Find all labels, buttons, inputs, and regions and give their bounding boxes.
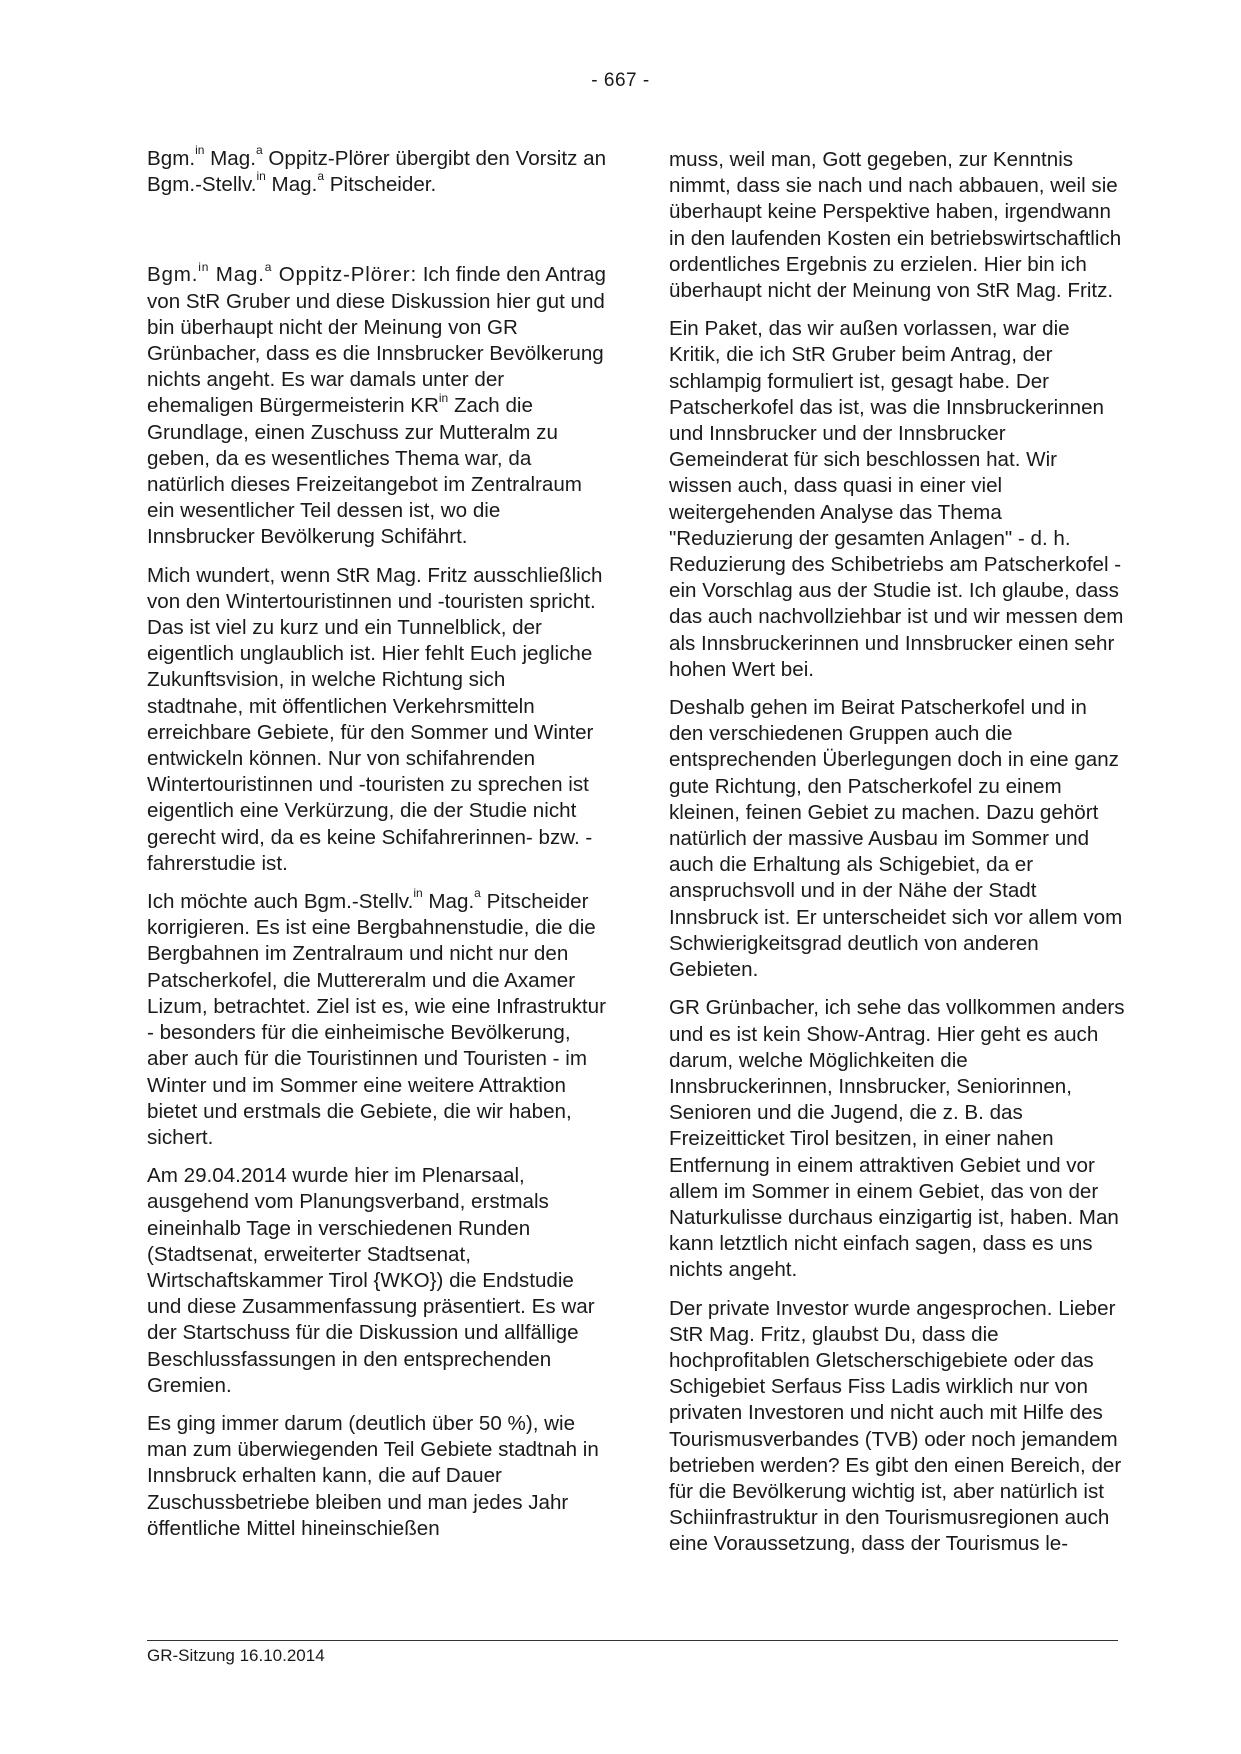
body-paragraph: Mich wundert, wenn StR Mag. Fritz ausschließlich von den Wintertouristinnen und -touristen spricht. Das ist viel zu kurz und ein Tunnelblick, der eigentlich unglaublich ist. Hier fehlt Euch jegliche Zukunftsvision, in welche Richtung sich stadtnahe, mit öffentlichen Verkehrsmitteln erreichbare Gebiete, für den Sommer und Winter entwickeln können. Nur von schifahrenden Wintertouristinnen und -touristen zu sprechen ist eigentlich eine Verkürzung, die der Studie nicht gerecht wird, da es keine Schifahrerinnen- bzw. -fahrerstudie ist. — [147, 563, 603, 875]
text-run: Mag. — [209, 263, 265, 287]
text-run: Pitscheider korrigieren. Es ist eine Bergbahnenstudie, die die Bergbahnen im Zentralraum und nicht nur den Patscherkofel, die Muttereralm und die Axamer Lizum, betrachtet. Ziel ist es, wie eine Infrastruktur - besonders für die einheimische Bevölkerung, aber auch für die Touristinnen und Touristen - im Winter und im Sommer eine weitere Attraktion bietet und erstmals die Gebiete, die wir haben, sichert. — [147, 890, 606, 1149]
body-paragraph: GR Grünbacher, ich sehe das vollkommen anders und es ist kein Show-Antrag. Hier geht es auch darum, welche Möglichkeiten die Innsbruckerinnen, Innsbrucker, Seniorinnen, Senioren und die Jugend, die z. B. das Freizeitticket Tirol besitzen, in einer nahen Entfernung in einem attraktiven Gebiet und vor allem im Sommer in einem Gebiet, das von der Naturkulisse durchaus einzigartig ist, haben. Man kann letztlich nicht einfach sagen, dass es uns nichts angeht. — [669, 996, 1125, 1282]
text-run: Oppitz-Plörer übergibt den Vorsitz an Bgm.-Stellv. — [147, 147, 607, 197]
superscript: in — [195, 143, 205, 158]
text-run: Bgm. — [147, 147, 196, 170]
footer-divider — [147, 1640, 1118, 1641]
superscript: a — [264, 259, 273, 274]
speech-paragraph — [147, 259, 607, 550]
text-run: Mag. — [204, 147, 256, 170]
text-run: Mag. — [265, 173, 318, 197]
superscript: in — [256, 169, 266, 184]
body-paragraph: Es ging immer darum (deutlich über 50 %), wie man zum überwiegenden Teil Gebiete stadtnah in Innsbruck erhalten kann, die auf Dauer Zuschussbetriebe bleiben und man jedes Jahr öffentliche Mittel hineinschießen — [147, 1411, 599, 1540]
left-column — [147, 143, 607, 1554]
right-column — [669, 147, 1125, 1570]
text-run: Ich finde den Antrag von StR Gruber und diese Diskussion hier gut und bin überhaupt nicht der Meinung von GR Grünbacher, dass es die Innsbrucker Bevölkerung nichts angeht. Es war damals unter der ehemaligen Bürgermeisterin KR — [147, 263, 606, 418]
body-paragraph: Ein Paket, das wir außen vorlassen, war die Kritik, die ich StR Gruber beim Antrag, der schlampig formuliert ist, gesagt habe. Der Patscherkofel das ist, was die Innsbruckerinnen und Innsbrucker und der Innsbrucker Gemeinderat für sich beschlossen hat. Wir wissen auch, dass quasi in einer viel weitergehenden Analyse das Thema "Reduzierung der gesamten Anlagen" - d. h. Reduzierung des Schibetriebs am Patscherkofel - ein Vorschlag aus der Studie ist. Ich glaube, dass das auch nachvollziehbar ist und wir messen dem als Innsbruckerinnen und Innsbrucker einen sehr hohen Wert bei. — [669, 317, 1124, 681]
body-paragraph: Am 29.04.2014 wurde hier im Plenarsaal, ausgehend vom Planungsverband, erstmals eineinhalb Tage in verschiedenen Runden (Stadtsenat, erweiterter Stadtsenat, Wirtschaftskammer Tirol {WKO}) die Endstudie und diese Zusammenfassung präsentiert. Es war der Startschuss für die Diskussion und allfällige Beschlussfassungen in den entsprechenden Gremien. — [147, 1164, 595, 1397]
speaker-name — [147, 259, 417, 287]
text-run: Bgm. — [147, 263, 199, 287]
text-run: Pitscheider. — [324, 173, 437, 197]
footer-session-date: GR-Sitzung 16.10.2014 — [147, 1646, 325, 1665]
body-paragraph: muss, weil man, Gott gegeben, zur Kenntnis nimmt, dass sie nach und nach abbauen, weil sie überhaupt keine Perspektive haben, irgendwann in den laufenden Kosten ein betriebswirtschaftlich ordentliches Ergebnis zu erzielen. Hier bin ich überhaupt nicht der Meinung von StR Mag. Fritz. — [669, 148, 1122, 303]
superscript: in — [438, 390, 449, 405]
superscript: in — [198, 259, 210, 274]
text-run: Zach die Grundlage, einen Zuschuss zur Mutteralm zu geben, da es wesentliches Thema war, da natürlich dieses Freizeitangebot im Zentralraum ein wesentlicher Teil dessen ist, wo die Innsbrucker Bevölkerung Schifährt. — [147, 394, 582, 549]
page-number: - 667 - — [591, 70, 650, 91]
chair-handover-note — [147, 143, 607, 198]
body-paragraph: Deshalb gehen im Beirat Patscherkofel und in den verschiedenen Gruppen auch die entsprechenden Überlegungen doch in eine ganz gute Richtung, den Patscherkofel zu einem kleinen, feinen Gebiet zu machen. Dazu gehört natürlich der massive Ausbau im Sommer und auch die Erhaltung als Schigebiet, da er anspruchsvoll und in der Nähe der Stadt Innsbruck ist. Er unterscheidet sich vor allem vom Schwierigkeitsgrad deutlich von anderen Gebieten. — [669, 696, 1123, 982]
superscript: a — [317, 169, 325, 184]
text-run: Ich möchte auch Bgm.-Stellv. — [147, 890, 414, 914]
superscript: in — [413, 886, 423, 901]
superscript: a — [255, 143, 263, 158]
superscript: a — [474, 886, 481, 901]
body-paragraph — [147, 886, 607, 1151]
text-run: Oppitz-Plörer: — [272, 263, 417, 287]
text-run: Mag. — [422, 890, 475, 914]
body-paragraph: Der private Investor wurde angesprochen. Lieber StR Mag. Fritz, glaubst Du, dass die hochprofitablen Gletscherschigebiete oder das Schigebiet Serfaus Fiss Ladis wirklich nur von privaten Investoren und nicht auch mit Hilfe des Tourismusverbandes (TVB) oder noch jemandem betrieben werden? Es gibt den einen Bereich, der für die Bevölkerung wichtig ist, aber natürlich ist Schiinfrastruktur in den Tourismusregionen auch eine Voraussetzung, dass der Tourismus le- — [669, 1296, 1122, 1556]
